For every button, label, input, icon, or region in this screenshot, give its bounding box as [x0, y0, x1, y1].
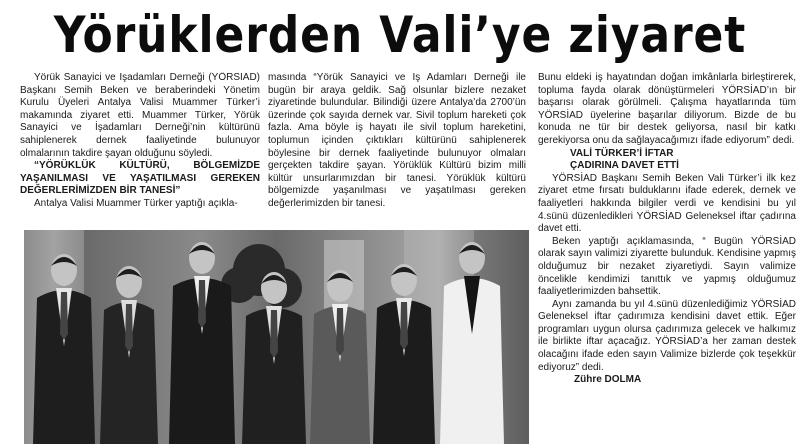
column3-paragraph-4: Aynı zamanda bu yıl 4.sünü düzenlediğimiz YÖRSİAD Geleneksel iftar çadırımıza kendisini davet ettik. Eğer programları uygun olursa çadırımıza gelecek ve halkımız ile birlikte iftar açacağız. YÖRSİAD’a her zaman destek olacağını ifade eden sayın Valimize bizlerde çok teşekkür ediyoruz” dedi.: [538, 298, 796, 373]
person-tie: [270, 310, 278, 358]
column3-subheading-line-1: VALİ TÜRKER’İ İFTAR: [570, 147, 674, 159]
person-tie: [336, 308, 344, 356]
group-photo: [24, 230, 529, 444]
column2-paragraph-1: masında “Yörük Sanayici ve İş Adamları Derneği ile bugün bir araya geldik. Sağ olsunlar bizlere nezaket ziyaretinde bulundular. Bilindiği üzere Antalya’da 2700’ün üzerinde çok sayıda dernek var. Sivil toplum hareketi çok fazla. Ama böyle iş hayatı ile sivil toplum hareketini, toplumun içinden çıktıkları kültürünü sahiplenerek böylesine bir dernek faaliyetinde bulunuyor olmaları gerçekten takdire şayan. Yörüklük Kültürü bizim milli kültür unsurlarımızdan bir tanesi. Yörüklük kültürü bölgemizde yaşanılması ve yaşatılması gereken değerlerimizden bir tanesi.: [268, 72, 526, 209]
column3-subheading-line-2: ÇADIRINA DAVET ETTİ: [570, 160, 679, 172]
column1-subheading: “YÖRÜKLÜK KÜLTÜRÜ, BÖLGEMİZDE YAŞANILMASI VE YAŞATILMASI GEREKEN DEĞERLERİMİZDEN BİR TANESİ”: [20, 160, 260, 197]
person-tie: [60, 292, 68, 340]
person-tie: [125, 304, 133, 352]
article-column-1: [20, 72, 260, 232]
column3-paragraph-1: Bunu eldeki iş hayatından doğan imkânlarla birleştirerek, topluma fayda olarak dönüştürmeleri YÖRSİAD’ın bir başarısı olarak görülmeli. Çalışma hayatlarında tüm YÖRSİAD üyelerine başarılar diliyorum. Bizde de bu konuda ne tür bir destek geliyorsa, nasıl bir katkı gerekiyorsa onu da sağlayacağımızı ifade ediyorum” dedi.: [538, 72, 796, 146]
column1-paragraph-1: Yörük Sanayici ve İşadamları Derneği (YÖRSİAD) Başkanı Semih Beken ve beraberindeki Yönetim Kurulu Üyeleri Antalya Valisi Muammer Türker’i makamında ziyaret etti. Muammer Türker, Yörük Sanayici ve İşadamları Derneği’nin kültürünü sahiplenerek dernek faaliyetinde bulunuyor olmalarının takdire şayan olduğunu söyledi.: [20, 72, 260, 159]
person-tie: [400, 302, 408, 350]
headline: Yörüklerden Vali’ye ziyaret: [53, 6, 747, 64]
article-column-3: [538, 72, 796, 444]
column3-paragraph-2: YÖRSİAD Başkanı Semih Beken Vali Türker’i ilk kez ziyaret etme fırsatı bulduklarını ifade ederek, dernek ve faaliyetleri hakkında bilgiler verdi ve kendisini bu yıl 4.sünü düzenledikleri YÖRSİAD Geleneksel iftar çadırına davet etti.: [538, 172, 796, 235]
article-column-2: [268, 72, 526, 232]
column3-paragraph-3: Beken yaptığı açıklamasında, “ Bugün YÖRSİAD olarak sayın valimizi ziyarette bulunduk. Kendisine yapmış olduğumuz bir nezaket ziyaretiydi. Sayın valimize öncelikle kendimizi tanıttık ve yapmış olduğumuz faaliyetlerimizden bahsettik.: [538, 235, 796, 298]
article-byline: Zühre DOLMA: [574, 374, 642, 386]
person-tie: [198, 280, 206, 328]
column1-paragraph-2: Antalya Valisi Muammer Türker yaptığı açıkla-: [34, 197, 238, 209]
